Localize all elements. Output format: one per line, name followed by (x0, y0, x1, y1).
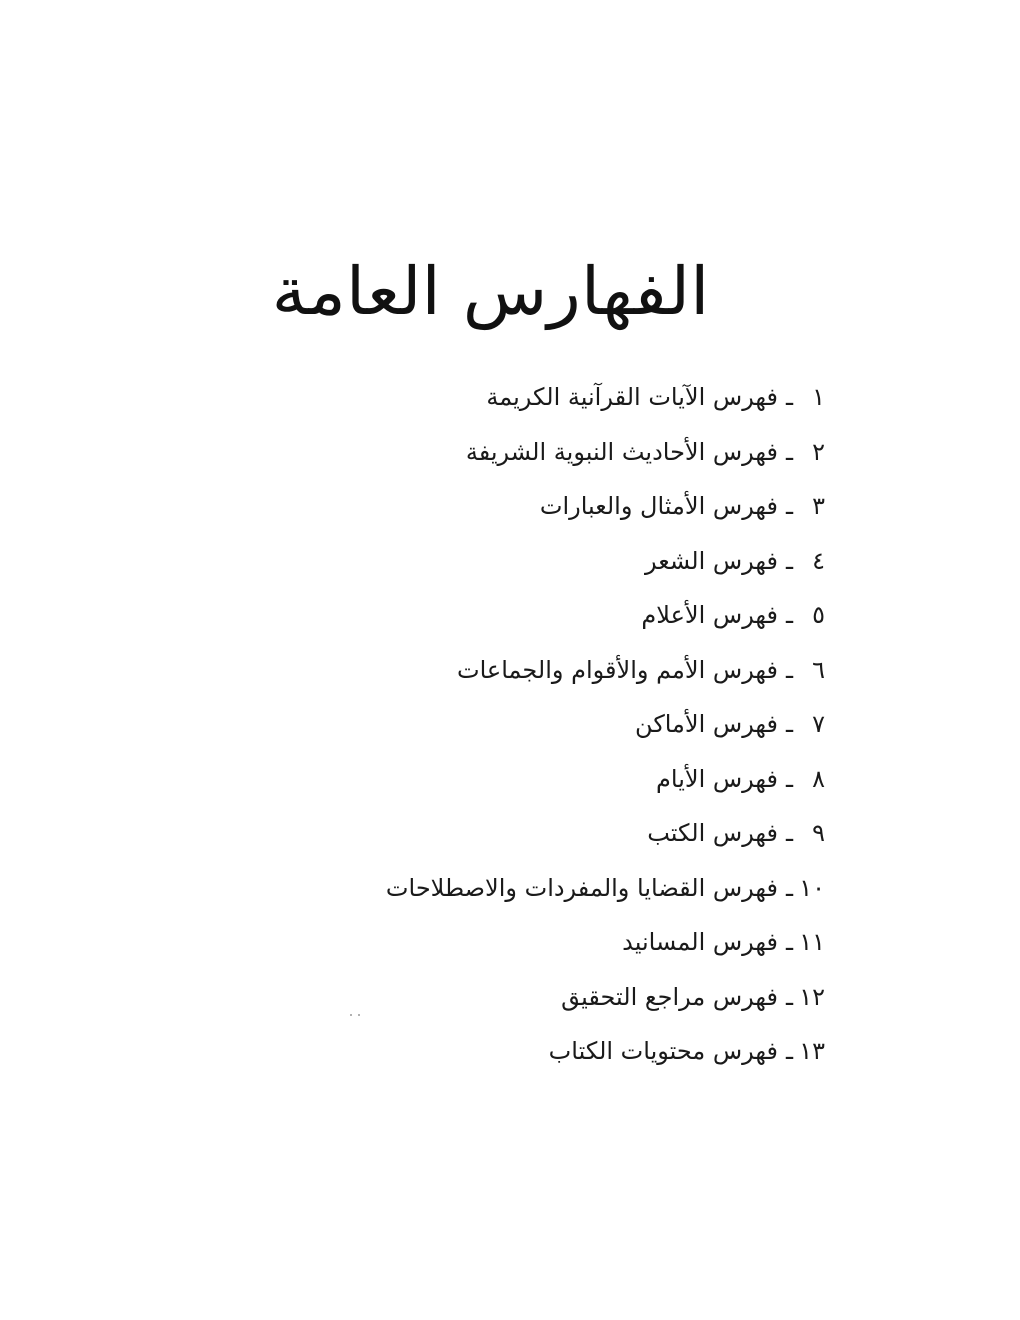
index-item-number: ٣ (812, 492, 825, 521)
index-item-label: فهرس الآيات القرآنية الكريمة (486, 383, 778, 412)
index-item-label: فهرس الأيام (656, 764, 778, 793)
index-item-11 (125, 915, 825, 970)
index-item-number: ١٣ (799, 1037, 825, 1066)
index-item-separator: ـ (785, 819, 793, 848)
index-item-separator: ـ (785, 982, 793, 1011)
index-item-number: ٧ (812, 710, 825, 739)
index-item-number: ١١ (799, 928, 825, 957)
index-item-label: فهرس الأحاديث النبوية الشريفة (465, 437, 778, 466)
index-item-number: ١٢ (799, 982, 825, 1011)
index-item-number: ٢ (812, 437, 825, 466)
index-item-separator: ـ (785, 383, 793, 412)
index-item-1 (125, 370, 825, 425)
index-item-separator: ـ (785, 710, 793, 739)
page-title (271, 232, 709, 352)
index-item-4 (125, 534, 825, 589)
index-item-label: فهرس مراجع التحقيق (561, 982, 778, 1011)
index-item-6 (125, 643, 825, 698)
index-item-10 (125, 861, 825, 916)
index-item-separator: ـ (785, 928, 793, 957)
index-item-number: ٩ (812, 819, 825, 848)
index-item-number: ١ (812, 383, 825, 412)
index-item-9 (125, 806, 825, 861)
index-item-separator: ـ (785, 546, 793, 575)
index-item-separator: ـ (785, 873, 793, 902)
index-item-13 (125, 1024, 825, 1079)
index-item-separator: ـ (785, 764, 793, 793)
index-item-separator: ـ (785, 655, 793, 684)
index-item-number: ١٠ (799, 873, 825, 902)
index-item-label: فهرس الأمثال والعبارات (539, 492, 778, 521)
index-item-label: فهرس الأمم والأقوام والجماعات (457, 655, 778, 684)
index-item-5 (125, 588, 825, 643)
index-item-label: فهرس محتويات الكتاب (548, 1037, 778, 1066)
scan-speck (350, 1014, 368, 1018)
index-item-label: فهرس المسانيد (622, 928, 778, 957)
index-item-number: ٨ (812, 764, 825, 793)
index-item-separator: ـ (785, 492, 793, 521)
index-item-separator: ـ (785, 1037, 793, 1066)
index-item-2 (125, 425, 825, 480)
index-list (125, 370, 825, 1079)
index-item-8 (125, 752, 825, 807)
index-item-number: ٥ (812, 601, 825, 630)
index-item-number: ٤ (812, 546, 825, 575)
index-item-12 (125, 970, 825, 1025)
index-item-separator: ـ (785, 437, 793, 466)
index-item-label: فهرس الشعر (645, 546, 778, 575)
index-item-3 (125, 479, 825, 534)
index-item-7 (125, 697, 825, 752)
page-title-text: الفهارس العامة (271, 253, 709, 330)
index-item-label: فهرس الأعلام (641, 601, 778, 630)
index-item-label: فهرس القضايا والمفردات والاصطلاحات (385, 873, 778, 902)
index-item-separator: ـ (785, 601, 793, 630)
index-item-number: ٦ (812, 655, 825, 684)
index-item-label: فهرس الكتب (647, 819, 778, 848)
index-item-label: فهرس الأماكن (635, 710, 778, 739)
